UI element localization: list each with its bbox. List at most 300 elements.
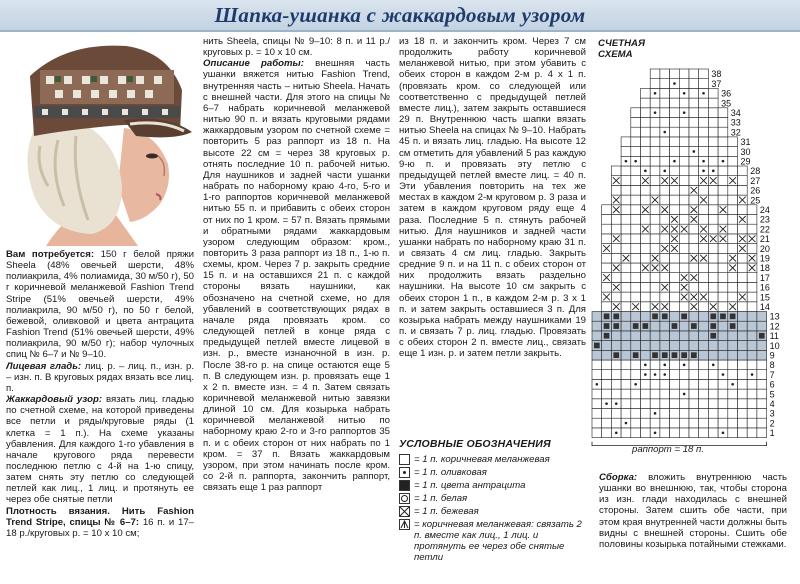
- chart-cell: [708, 244, 718, 254]
- chart-cell: [738, 428, 748, 438]
- chart-cell: [621, 321, 631, 331]
- legend-item: [399, 506, 586, 517]
- chart-cell: [718, 399, 728, 409]
- chart-cell: [611, 166, 621, 176]
- chart-cell: [670, 399, 680, 409]
- chart-cell: [641, 312, 651, 322]
- chart-cell: [602, 234, 612, 244]
- chart-cell: [670, 147, 680, 157]
- chart-cell: [728, 428, 738, 438]
- legend-item: [399, 519, 586, 563]
- chart-cell: [641, 399, 651, 409]
- chart-cell: [670, 118, 680, 128]
- chart-cell: [708, 418, 718, 428]
- chart-dot-mark: [596, 383, 599, 386]
- chart-cell: [592, 370, 602, 380]
- chart-row-number: 15: [759, 292, 770, 303]
- chart-cell: [650, 215, 660, 225]
- chart-cell: [747, 399, 757, 409]
- chart-cell: [660, 108, 670, 118]
- chart-cell: [650, 282, 660, 292]
- chart-cell: [679, 234, 689, 244]
- chart-cell: [660, 118, 670, 128]
- chart-cell: [641, 147, 651, 157]
- chart-cell: [660, 79, 670, 89]
- chart-cell: [679, 166, 689, 176]
- chart-cell: [689, 127, 699, 137]
- chart-cell: [757, 341, 767, 351]
- chart-cell: [650, 379, 660, 389]
- chart-cell: [641, 137, 651, 147]
- chart-row-number: 8: [769, 360, 775, 371]
- chart-cell: [602, 263, 612, 273]
- chart-cell: [718, 360, 728, 370]
- chart-cell: [679, 409, 689, 419]
- chart-cell: [747, 292, 757, 302]
- chart-cell: [611, 379, 621, 389]
- chart-cell: [728, 360, 738, 370]
- chart-dot-mark: [702, 160, 705, 163]
- chart-cell: [747, 224, 757, 234]
- chart-cell: [728, 418, 738, 428]
- chart-cell: [621, 312, 631, 322]
- chart-cell: [738, 185, 748, 195]
- chart-cell: [708, 156, 718, 166]
- chart-cell: [728, 147, 738, 157]
- legend-label: = 1 п. коричневая меланжевая: [414, 454, 550, 465]
- chart-dot-mark: [644, 373, 647, 376]
- chart-cell: [728, 292, 738, 302]
- work-label: Описание работы:: [203, 58, 304, 70]
- chart-cell: [738, 341, 748, 351]
- chart-cell: [592, 321, 602, 331]
- materials-text: 150 г белой пряжи Sheela (48% овечьей шерсти, 48% полиакрила, 4% полиамида, 30 м/50 г), 50 г коричневой меланжевой Fashion Trend Stripe (51% овечьей шерсти, 49% полиакрила, 90 м/50 г), по 50 г белой, бежевой, оливковой и цвета антрацита Fashion Trend (51% овечьей шерсти, 49% полиакрила, 90 м/50 г); набор чулочных спиц № 6–7 и № 9–10.: [6, 249, 194, 361]
- chart-cell: [718, 418, 728, 428]
- chart-cell: [689, 108, 699, 118]
- chart-cell: [689, 418, 699, 428]
- chart-cell: [660, 409, 670, 419]
- chart-cell: [660, 156, 670, 166]
- chart-cell: [679, 428, 689, 438]
- decrease-square-icon: [399, 519, 410, 530]
- chart-cell: [747, 360, 757, 370]
- chart-cell: [641, 108, 651, 118]
- chart-cell: [621, 350, 631, 360]
- chart-cell: [670, 185, 680, 195]
- legend-label: = 1 п. бежевая: [414, 506, 479, 517]
- chart-cell: [641, 118, 651, 128]
- chart-cell: [650, 224, 660, 234]
- chart-cell: [699, 389, 709, 399]
- chart-cell: [718, 282, 728, 292]
- chart-cell: [611, 418, 621, 428]
- chart-cell: [650, 205, 660, 215]
- chart-cell: [679, 98, 689, 108]
- chart-cell: [747, 205, 757, 215]
- chart-cell: [611, 409, 621, 419]
- chart-dot-mark: [722, 431, 725, 434]
- chart-cell: [660, 185, 670, 195]
- chart-dot-mark: [712, 364, 715, 367]
- chart-row-number: 38: [711, 69, 722, 80]
- chart-cell: [689, 195, 699, 205]
- chart-cell: [699, 282, 709, 292]
- chart-dot-mark: [654, 431, 657, 434]
- chart-cell: [708, 263, 718, 273]
- chart-row-number: 18: [759, 263, 770, 274]
- chart-cell: [670, 292, 680, 302]
- chart-fill-mark: [613, 323, 619, 329]
- chart-fill-mark: [710, 333, 716, 339]
- chart-cell: [718, 195, 728, 205]
- chart-cell: [747, 428, 757, 438]
- chart-fill-mark: [604, 323, 610, 329]
- chart-cell: [660, 418, 670, 428]
- chart-cell: [728, 137, 738, 147]
- chart-fill-mark: [681, 352, 687, 358]
- chart-cell: [689, 341, 699, 351]
- chart-cell: [718, 409, 728, 419]
- chart-cell: [708, 379, 718, 389]
- chart-cell: [689, 428, 699, 438]
- chart-cell: [650, 418, 660, 428]
- chart-cell: [611, 244, 621, 254]
- density-text: 16 п. и 17–18 р./круговых р. = 10 х 10 см;: [6, 516, 194, 539]
- chart-cell: [650, 292, 660, 302]
- chart-cell: [689, 69, 699, 79]
- chart-cell: [631, 215, 641, 225]
- chart-cell: [728, 389, 738, 399]
- chart-fill-mark: [652, 314, 658, 320]
- density-label: Плотность вязания. Нить Fashion Trend Stripe, спицы № 6–7:: [6, 505, 194, 528]
- chart-row-number: 17: [759, 272, 770, 283]
- chart-fill-mark: [662, 314, 668, 320]
- chart-cell: [631, 341, 641, 351]
- chart-cell: [747, 312, 757, 322]
- chart-cell: [660, 88, 670, 98]
- chart-cell: [679, 263, 689, 273]
- chart-cell: [718, 379, 728, 389]
- chart-cell: [699, 428, 709, 438]
- chart-cell: [757, 389, 767, 399]
- chart-cell: [650, 273, 660, 283]
- chart-cell: [708, 195, 718, 205]
- chart-dot-mark: [615, 402, 618, 405]
- chart-cell: [679, 253, 689, 263]
- chart-cell: [602, 379, 612, 389]
- chart-cell: [631, 137, 641, 147]
- legend-item: [399, 467, 586, 478]
- legend-title: УСЛОВНЫЕ ОБОЗНАЧЕНИЯ: [399, 438, 551, 450]
- chart-cell: [602, 370, 612, 380]
- chart-cell: [631, 370, 641, 380]
- chart-cell: [602, 418, 612, 428]
- materials-label: Вам потребуется:: [6, 249, 95, 260]
- chart-cell: [689, 282, 699, 292]
- chart-cell: [757, 379, 767, 389]
- chart-cell: [689, 379, 699, 389]
- chart-cell: [660, 215, 670, 225]
- chart-cell: [757, 350, 767, 360]
- chart-cell: [611, 185, 621, 195]
- chart-cell: [728, 331, 738, 341]
- chart-cell: [679, 379, 689, 389]
- chart-cell: [641, 234, 651, 244]
- chart-dot-mark: [751, 373, 754, 376]
- hat-photo: [6, 36, 194, 246]
- chart-cell: [592, 312, 602, 322]
- chart-cell: [699, 341, 709, 351]
- chart-cell: [592, 350, 602, 360]
- chart-cell: [708, 118, 718, 128]
- chart-cell: [699, 312, 709, 322]
- chart-cell: [699, 118, 709, 128]
- chart-cell: [757, 321, 767, 331]
- chart-cell: [747, 389, 757, 399]
- chart-cell: [718, 350, 728, 360]
- chart-row-number: 34: [730, 108, 741, 118]
- chart-cell: [728, 409, 738, 419]
- chart-cell: [670, 341, 680, 351]
- chart-cell: [660, 321, 670, 331]
- chart-cell: [718, 185, 728, 195]
- filled-square-icon: [399, 480, 410, 491]
- chart-cell: [611, 215, 621, 225]
- chart-cell: [728, 185, 738, 195]
- chart-cell: [670, 418, 680, 428]
- chart-row-number: 25: [750, 195, 761, 206]
- chart-row-number: 33: [730, 117, 741, 128]
- stitch1-text: лиц. р. – лиц. п., изн. р. – изн. п. В круговых рядах вязать все лиц. п.: [6, 360, 194, 394]
- chart-cell: [631, 273, 641, 283]
- instructions-continued-text: из 18 п. и закончить кром. Через 7 см продолжить работу коричневой меланжевой нитью, при этом убавить с обеих сторон в каждом 2-м р. 4 х 1 п. (провязать кром. со следующей или соответственно с предыдущей петлей вместе лиц.), затем закрыть оставшиеся 29 п. Внутреннюю часть шапки вязать нитью Sheela на спицах № 9–10. Набрать 45 п. и вязать лиц. гладью. На высоте 12 см отметить для убавлений 5 раз каждую 9-ю п. и провязать эту петлю с предыдущей петлей вместе лиц. = 40 п. Эти убавления повторить на тех же местах в каждом 2-м круговом р. 3 раза и затем в каждом круговом ряду еще 4 раза. Последние 5 п. стянуть рабочей нитью. Для наушников и задней части ушанки набрать по наборному краю 31 п. и связать 4 см лиц. гладью. Закрыть средние 9 п. и на 11 п. с обеих сторон от них продолжить вязать раздельно наушники. На высоте 10 см закрыть с обеих сторон 1 п., в каждом 2-м р. 3 х 1 п. и затем закрыть оставшиеся 3 п. Для козырька набрать между наушниками 19 п. и связать 7 р. лиц. гладью. Провязать с обеих сторон 2 п. вместе лиц., связать еще 1 изн. р. и затем петли закрыть.: [399, 36, 586, 360]
- chart-title-line1: СЧЕТНАЯ: [598, 38, 645, 49]
- chart-fill-mark: [730, 323, 736, 329]
- chart-cell: [602, 360, 612, 370]
- chart-cell: [708, 127, 718, 137]
- chart-cell: [747, 282, 757, 292]
- chart-cell: [631, 108, 641, 118]
- chart-cell: [602, 350, 612, 360]
- chart-cell: [670, 389, 680, 399]
- chart-cell: [660, 273, 670, 283]
- chart-cell: [660, 389, 670, 399]
- chart-cell: [602, 409, 612, 419]
- chart-cell: [641, 389, 651, 399]
- chart-cell: [747, 321, 757, 331]
- chart-cell: [718, 166, 728, 176]
- chart-cell: [708, 399, 718, 409]
- chart-cell: [670, 195, 680, 205]
- chart-cell: [699, 409, 709, 419]
- chart-cell: [708, 389, 718, 399]
- chart-cell: [650, 341, 660, 351]
- chart-cell: [621, 399, 631, 409]
- chart-cell: [679, 205, 689, 215]
- chart-cell: [631, 263, 641, 273]
- chart-cell: [699, 418, 709, 428]
- chart-cell: [670, 360, 680, 370]
- chart-cell: [699, 273, 709, 283]
- chart-cell: [650, 331, 660, 341]
- chart-cell: [718, 244, 728, 254]
- chart-cell: [641, 341, 651, 351]
- chart-cell: [689, 79, 699, 89]
- chart-row-number: 16: [759, 282, 770, 293]
- chart-cell: [708, 253, 718, 263]
- chart-cell: [631, 176, 641, 186]
- chart-cell: [602, 389, 612, 399]
- chart-cell: [641, 331, 651, 341]
- chart-cell: [650, 127, 660, 137]
- chart-cell: [699, 98, 709, 108]
- chart-cell: [631, 224, 641, 234]
- chart-cell: [728, 282, 738, 292]
- chart-cell: [641, 292, 651, 302]
- chart-row-number: 10: [769, 340, 780, 351]
- chart-cell: [679, 215, 689, 225]
- chart-dot-mark: [625, 160, 628, 163]
- chart-cell: [728, 156, 738, 166]
- chart-dot-mark: [654, 412, 657, 415]
- chart-cell: [631, 127, 641, 137]
- chart-cell: [728, 166, 738, 176]
- chart-cell: [602, 428, 612, 438]
- chart-cell: [718, 253, 728, 263]
- chart-cell: [631, 205, 641, 215]
- chart-dot-mark: [683, 364, 686, 367]
- chart-cell: [679, 399, 689, 409]
- chart-cell: [670, 88, 680, 98]
- work-text: внешняя часть ушанки вяжется нитью Fashion Trend, внутренняя часть – нитью Sheela. Начать с внешней части. Для этого на спицы № 6–7 набрать коричневой меланжевой нитью 90 п. и вязать круговыми рядами жаккардовым узором по счетной схеме = повторить 5 раз раппорт из 18 п. На высоте 22 см = через 38 круговых р. отнять последние 10 п. рабочей нитью. Для наушников и задней части ушанки набрать по наборному краю 4-го, 5-го и 1-го раппортов коричневой меланжевой нитью 55 п. и прибавить с обеих сторон от них по 1 кром. = 57 п. Вязать прямыми и обратными рядами жаккардовым узором следующим образом: кром., повторить 3 раза раппорт из 18 п., 1-ю п. схемы, кром. Через 7 р. закрыть средние 15 п. и на оставшихся 21 п. с каждой стороны вязать наушники, как обозначено на счетной схеме, но для убавлений в соответствующих рядах в начале ряда провязать кром. со следующей петлей в конце ряда с предыдущей петлей вместе лицевой в изн. р., вместе изнаночной в изн. р. После 38-го р. на спице остаются еще 5 п. В следующем изн. р. провязать еще 1 х 2 п. вместе изн. = 4 п. Затем связать коричневой меланжевой нитью завязки длиной 10 см. Для козырька набрать коричневой меланжевой нитью по наборному краю 2-го и 3-го раппортов 35 п. и с обеих сторон от них набрать по 1 кром. = 37 п. Вязать жаккардовым узором, при этом начинать после кром. со 2-й п. раппорта, закончить раппорт, связать еще 1 раз раппорт: [203, 58, 390, 494]
- chart-row-number: 29: [740, 156, 751, 167]
- chart-fill-mark: [643, 323, 649, 329]
- chart-cell: [650, 118, 660, 128]
- materials-column: [6, 249, 194, 581]
- chart-cell: [641, 282, 651, 292]
- chart-cell: [718, 292, 728, 302]
- chart-cell: [621, 263, 631, 273]
- chart-cell: [699, 137, 709, 147]
- chart-cell: [650, 98, 660, 108]
- chart-cell: [641, 185, 651, 195]
- chart-cell: [631, 253, 641, 263]
- chart-fill-mark: [720, 314, 726, 320]
- chart-cell: [641, 253, 651, 263]
- chart-cell: [660, 69, 670, 79]
- chart-cell: [757, 409, 767, 419]
- chart-dot-mark: [683, 92, 686, 95]
- chart-cell: [611, 273, 621, 283]
- chart-cell: [679, 418, 689, 428]
- chart-dot-mark: [722, 373, 725, 376]
- chart-title-line2: СХЕМА: [598, 49, 633, 60]
- chart-cell: [747, 341, 757, 351]
- page-header: [0, 0, 800, 32]
- chart-row-number: 9: [769, 350, 775, 361]
- chart-cell: [757, 370, 767, 380]
- chart-cell: [747, 418, 757, 428]
- chart-row-number: 23: [759, 214, 770, 225]
- chart-cell: [699, 79, 709, 89]
- chart-cell: [738, 263, 748, 273]
- stitch2-label: Жаккардовый узор:: [6, 394, 103, 406]
- stitch2-text: вязать лиц. гладью по счетной схеме, на которой приведены все петли и ряды/круговые ряды (1 клетка = 1 п.). На схеме указаны убавления. Для каждого 1-го убавления в начале кругового ряда перевести последнюю петлю с 4-й на 1-ю спицу, затем снять эту петлю со следующей петлей как лиц., 1 лиц. и протянуть ее через обе снятые петли: [6, 394, 194, 506]
- chart-cell: [670, 273, 680, 283]
- chart-cell: [738, 312, 748, 322]
- chart-fill-mark: [613, 352, 619, 358]
- chart-cell: [738, 331, 748, 341]
- chart-cell: [621, 389, 631, 399]
- chart-cell: [757, 399, 767, 409]
- chart-cell: [670, 409, 680, 419]
- chart-cell: [670, 98, 680, 108]
- chart-cell: [670, 108, 680, 118]
- chart-cell: [718, 273, 728, 283]
- chart-row-number: 11: [769, 331, 779, 342]
- chart-cell: [641, 418, 651, 428]
- circle-square-icon: [399, 493, 410, 504]
- chart-fill-mark: [604, 314, 610, 320]
- chart-cell: [747, 244, 757, 254]
- chart-cell: [738, 350, 748, 360]
- chart-cell: [621, 292, 631, 302]
- chart-fill-mark: [672, 323, 678, 329]
- chart-row-number: 14: [759, 302, 770, 312]
- chart-cell: [699, 399, 709, 409]
- assembly-text: вложить внутреннюю часть ушанки во внешнюю, так, чтобы сторона из изн. глади находилась с внешней стороны. Затем сшить обе части, при этом края внутренней части должны быть видны с внешней стороны. Сшить обе половины козырька потайными стежками.: [599, 472, 787, 550]
- assembly-label: Сборка:: [599, 472, 638, 483]
- chart-dot-mark: [663, 170, 666, 173]
- chart-cell: [718, 389, 728, 399]
- chart-cell: [708, 282, 718, 292]
- chart-cell: [708, 273, 718, 283]
- chart-cell: [708, 341, 718, 351]
- chart-cell: [699, 360, 709, 370]
- chart-cell: [592, 331, 602, 341]
- chart-dot-mark: [663, 364, 666, 367]
- chart-cell: [602, 205, 612, 215]
- chart-cell: [650, 244, 660, 254]
- chart-cell: [689, 234, 699, 244]
- chart-row-number: 31: [740, 137, 751, 148]
- chart-cell: [670, 379, 680, 389]
- chart-cell: [718, 147, 728, 157]
- instructions-column: [203, 36, 390, 580]
- chart-cell: [650, 166, 660, 176]
- chart-fill-mark: [652, 352, 658, 358]
- chart-cell: [718, 108, 728, 118]
- chart-cell: [738, 176, 748, 186]
- legend-label: = 1 п. белая: [414, 493, 468, 504]
- chart-cell: [641, 244, 651, 254]
- chart-cell: [718, 215, 728, 225]
- chart-cell: [679, 244, 689, 254]
- chart-cell: [679, 302, 689, 312]
- chart-cell: [592, 428, 602, 438]
- chart-cell: [718, 263, 728, 273]
- chart-cell: [689, 409, 699, 419]
- chart-cell: [689, 370, 699, 380]
- chart-cell: [679, 127, 689, 137]
- stitch1-label: Лицевая гладь:: [6, 360, 82, 372]
- chart-cell: [747, 350, 757, 360]
- chart-cell: [660, 292, 670, 302]
- chart-dot-mark: [663, 131, 666, 134]
- chart-cell: [689, 389, 699, 399]
- chart-cell: [650, 147, 660, 157]
- chart-cell: [699, 321, 709, 331]
